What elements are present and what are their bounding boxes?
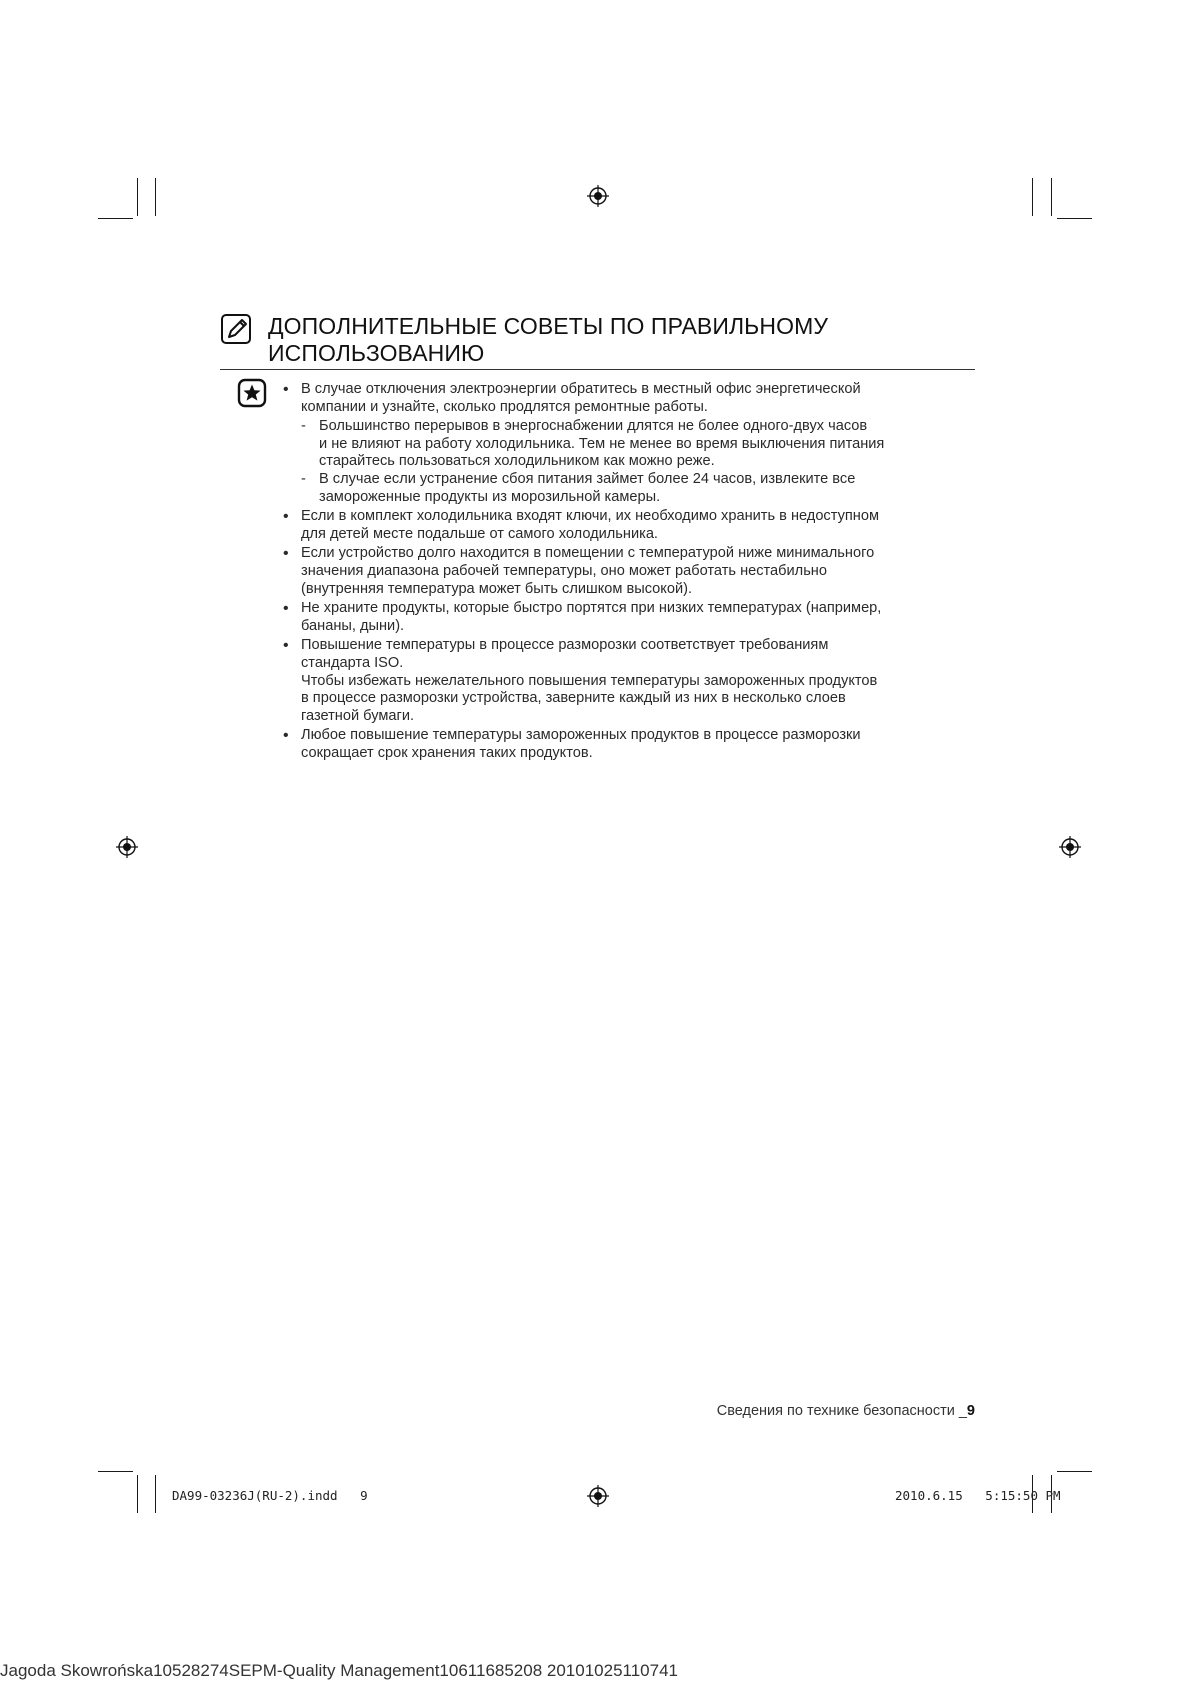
text-line: • В случае отключения электроэнергии обратитесь в местный офис энергетической	[301, 381, 861, 397]
text-line: для детей месте подальше от самого холодильника.	[301, 525, 658, 542]
text-line: Большинство перерывов в энергоснабжении длятся не более одного-двух часов	[319, 418, 868, 435]
page-footer	[717, 1403, 975, 1419]
crop-mark	[137, 1475, 138, 1513]
text-line: (внутренняя температура может быть слишком высокой).	[301, 580, 693, 597]
text-line: газетной бумаги.	[301, 707, 415, 724]
page-number: 9	[966, 1403, 975, 1419]
registration-mark-icon	[1059, 836, 1081, 858]
text-line: старайтесь пользоваться холодильником как можно реже.	[319, 453, 715, 470]
list-item	[283, 600, 983, 635]
note-pencil-icon	[220, 313, 252, 345]
text-line: компании и узнайте, сколько продлятся ремонтные работы.	[301, 398, 708, 415]
text-line: сокращает срок хранения таких продуктов.	[301, 744, 593, 761]
crop-mark	[98, 1471, 133, 1472]
crop-mark	[155, 1475, 156, 1513]
crop-mark	[155, 178, 156, 216]
text-line: Чтобы избежать нежелательного повышения температуры замороженных продуктов	[301, 672, 878, 689]
text-line: • Если устройство долго находится в помещении с температурой ниже минимального	[301, 545, 875, 562]
crop-mark	[1051, 178, 1052, 216]
crop-mark	[98, 218, 133, 219]
crop-mark	[1032, 178, 1033, 216]
tips-list	[283, 381, 983, 764]
slug-datetime: 2010.6.15 5:15:50 PM	[895, 1488, 1061, 1503]
list-item	[283, 637, 983, 725]
text-line: В случае если устранение сбоя питания займет более 24 часов, извлеките все	[319, 470, 856, 487]
sub-list-item: - В случае если устранение сбоя питания займет более 24 часов, извлеките все замороженные продукты из морозильной камеры.	[283, 471, 983, 506]
text-line: стандарта ISO.	[301, 654, 404, 671]
text-line: • Любое повышение температуры замороженных продуктов в процессе разморозки	[301, 727, 861, 744]
list-item	[283, 381, 983, 416]
text-line: • Если в комплект холодильника входят ключи, их необходимо хранить в недоступном	[301, 508, 879, 525]
registration-mark-icon	[587, 1485, 609, 1507]
text-line: и не влияют на работу холодильника. Тем не менее во время выключения питания	[319, 435, 885, 452]
list-item	[283, 727, 983, 762]
title-divider	[220, 369, 975, 370]
list-item	[283, 545, 983, 598]
footer-section-name: Сведения по технике безопасности _	[716, 1403, 967, 1419]
text-line: замороженные продукты из морозильной камеры.	[319, 488, 661, 505]
star-icon	[237, 378, 267, 408]
text-line: • Повышение температуры в процессе разморозки соответствует требованиям	[301, 637, 829, 654]
slug-filename: DA99-03236J(RU-2).indd 9	[172, 1488, 368, 1503]
crop-mark	[1057, 1471, 1092, 1472]
registration-mark-icon	[116, 836, 138, 858]
section-title-line1: ДОПОЛНИТЕЛЬНЫЕ СОВЕТЫ ПО ПРАВИЛЬНОМУ	[268, 313, 829, 339]
section-title-line2: ИСПОЛЬЗОВАНИЮ	[268, 340, 485, 366]
list-item	[283, 508, 983, 543]
crop-mark	[137, 178, 138, 216]
registration-mark-icon	[587, 185, 609, 207]
watermark-text: Jagoda Skowrońska10528274SEPM-Quality Management10611685208 20101025110741	[0, 1661, 678, 1680]
sub-list-item: - Большинство перерывов в энергоснабжении длятся не более одного-двух часов и не влияют на работу холодильника. Тем не менее во время выключения питания старайтесь пользоваться холодильником как можно реже.	[283, 418, 983, 471]
text-line: • Не храните продукты, которые быстро портятся при низких температурах (например,	[301, 600, 882, 617]
text-line: в процессе разморозки устройства, заверните каждый из них в несколько слоев	[301, 690, 846, 707]
text-line: бананы, дыни).	[301, 617, 405, 634]
crop-mark	[1057, 218, 1092, 219]
text-line: значения диапазона рабочей температуры, оно может работать нестабильно	[301, 562, 827, 579]
